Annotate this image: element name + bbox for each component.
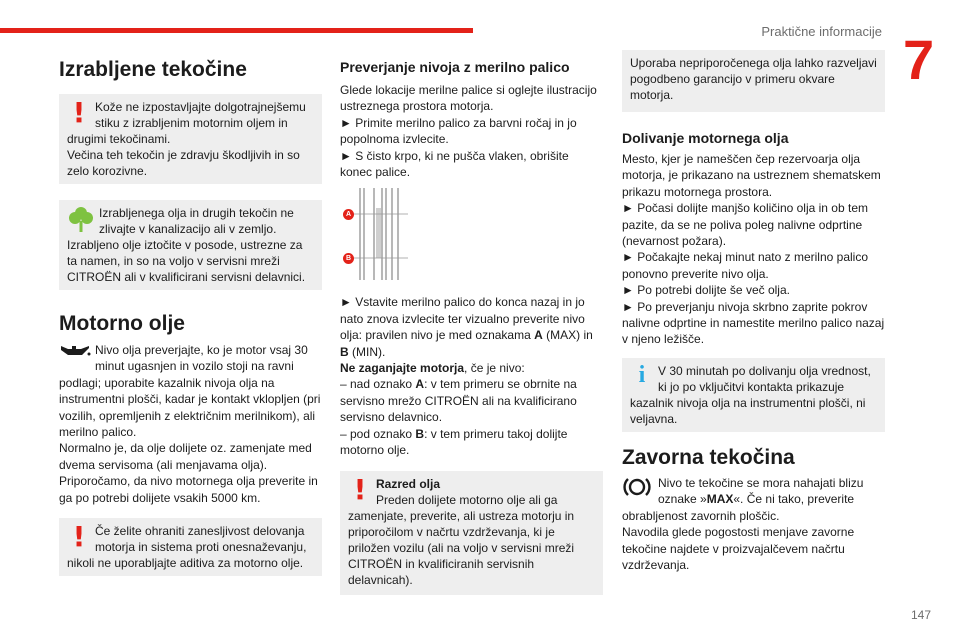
label-a: A xyxy=(343,209,354,220)
warning-icon: ! xyxy=(353,472,367,506)
eco-text-body: Izrabljeno olje iztočite v posode, ustrezne za ta namen, in so na voljo v servisni mreži CITROËN ali v kvalificirani servisni delavnici. xyxy=(67,238,306,284)
info-text-line1: V 30 minutah po dolivanju olja vrednost, xyxy=(658,363,871,378)
page-number: 147 xyxy=(910,608,931,622)
oil-text-line1: Nivo olja preverjajte, ko je motor vsaj 30 xyxy=(95,343,308,357)
warning-icon: ! xyxy=(72,520,86,554)
oil-grade-title: Razred olja xyxy=(376,476,441,491)
warning-text-body: drugimi tekočinami. Večina teh tekočin je zdravju škodljivih in so zelo korozivne. xyxy=(67,132,300,178)
tree-icon xyxy=(68,205,94,233)
column-1 xyxy=(59,50,322,576)
heading-dipstick: Preverjanje nivoja z merilno palico xyxy=(340,59,570,75)
oil-grade-line1: Preden dolijete motorno olje ali ga xyxy=(376,492,558,507)
heading-brake-fluid: Zavorna tekočina xyxy=(622,445,795,469)
column-2 xyxy=(340,50,603,595)
info-text-body: kazalnik nivoja olja na instrumentni plošči, ni veljavna. xyxy=(630,395,866,426)
heading-engine-oil: Motorno olje xyxy=(59,312,185,335)
warning-text-line1: Kože ne izpostavljajte dolgotrajnejšemu xyxy=(95,100,306,114)
brake-warning-icon xyxy=(622,475,652,499)
eco-text-line2: zlivajte v kanalizacijo ali v zemljo. xyxy=(99,222,277,236)
note-warranty xyxy=(622,50,885,112)
warning-note-additive xyxy=(59,518,322,576)
eco-text-line1: Izrabljenega olja in drugih tekočin ne xyxy=(99,206,294,220)
additive-text-line1: Če želite ohraniti zanesljivost delovanja xyxy=(95,524,305,539)
dipstick-check: ► Vstavite merilno palico do konca nazaj in jo nato znova izvlecite ter vizualno preverite nivo olja: pravilen nivo je med oznakama A (MAX) in B (MIN). xyxy=(340,295,593,359)
heading-oil-refill: Dolivanje motornega olja xyxy=(622,130,789,146)
dipstick-drawing xyxy=(342,188,408,286)
info-icon: i xyxy=(638,361,646,388)
brake-text-body: obrabljenost zavornih ploščic. Navodila glede pogostosti menjave zavorne tekočine najdete v proizvajalčevem načrtu vzdrževanja. xyxy=(622,508,855,572)
oil-text-body: podlagi; uporabite kazalnik nivoja olja na instrumentni plošči, kadar je kontakt vklopljen (pri vozilih, opremljenih z električnim merilnikom), ali merilno palico. Normalno je, da olje dolijete oz. zamenjate med dvema servisoma (ali menjavama olja). Priporočamo, da nivo motornega olja preverite in ga po potrebi dolijete vsakih 5000 km. xyxy=(59,375,321,505)
section-title: Praktične informacije xyxy=(761,24,882,39)
eco-note xyxy=(59,200,322,290)
oil-can-icon xyxy=(59,342,91,360)
warning-note-skin xyxy=(59,94,322,184)
warning-note-oil-grade xyxy=(340,471,603,595)
oil-text-line2: minut ugasnjen in vozilo stoji na ravni xyxy=(95,359,294,374)
brake-text-line2: oznake »MAX«. Če ni tako, preverite xyxy=(658,492,855,507)
dont-start-warning: Ne zaganjajte motorja, če je nivo: xyxy=(340,361,525,376)
chapter-number: 7 xyxy=(903,28,935,91)
info-note-reading xyxy=(622,358,885,432)
warranty-text: Uporaba nepriporočenega olja lahko razveljavi pogodbeno garancijo v primeru okvare motorja. xyxy=(630,56,877,102)
oil-grade-body: zamenjate, preverite, ali ustreza motorju in priporočilom v načrtu vzdrževanja, ki je priložen vozilu (ali na voljo v servisni mreži CITROËN in kvalificiranih servisnih delavnicah). xyxy=(348,508,575,587)
additive-text-line2: motorja in sistema proti onesnaževanju, xyxy=(95,540,307,555)
heading-used-fluids: Izrabljene tekočine xyxy=(59,58,247,81)
info-text-line2: ki jo po vključitvi kontakta prikazuje xyxy=(658,379,845,394)
warning-icon: ! xyxy=(72,96,86,129)
dipstick-instructions: Glede lokacije merilne palice si oglejte ilustracijo ustreznega prostora motorja. ► Primite merilno palico za barvni ročaj in jo popolnoma izvlecite. ► S čisto krpo, ki ne pušča vlaken, obrišite konec palice. xyxy=(340,83,597,180)
column-3 xyxy=(622,50,885,573)
refill-instructions: Mesto, kjer je nameščen čep rezervoarja olja motorja, je prikazano na ustreznem shematskem prikazu motornega prostora. ► Počasi dolijte manjšo količino olja in ob tem pazite, da se ne poliva poleg nalivne odprtine (nevarnost požara). ► Počakajte nekaj minut nato z merilno palico ponovno preverite nivo olja. ► Po potrebi dolijte še več olja. ► Po preverjanju nivoja skrbno zaprite pokrov nalivne odprtine in namestite merilno palico nazaj v njeno ležišče. xyxy=(622,152,885,347)
brake-text-line1: Nivo te tekočine se mora nahajati blizu xyxy=(658,475,864,490)
additive-text-body: nikoli ne uporabljajte aditiva za motorno olje. xyxy=(67,556,304,571)
below-b-case: – pod oznako B: v tem primeru takoj dolijte motorno olje. xyxy=(340,426,568,458)
header-accent-bar xyxy=(0,28,473,33)
dipstick-illustration xyxy=(342,188,408,286)
above-a-case: – nad oznako A: v tem primeru se obrnite na servisno mrežo CITROËN ali na kvalificirano servisno delavnico. xyxy=(340,377,577,425)
label-b: B xyxy=(343,253,354,264)
warning-text-line2: stiku z izrabljenim motornim oljem in xyxy=(95,116,288,130)
